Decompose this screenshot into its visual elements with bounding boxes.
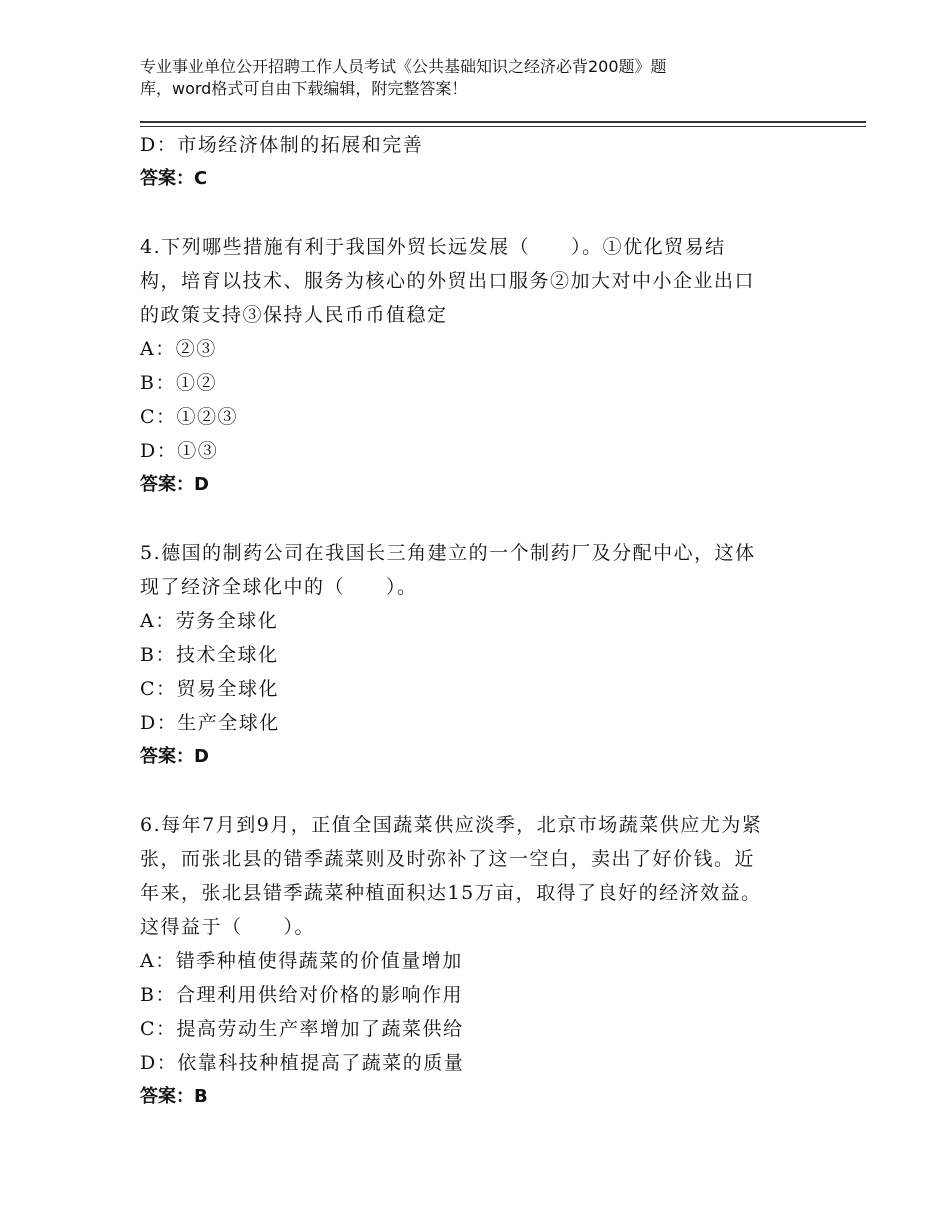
- option-a: A：劳务全球化: [140, 610, 279, 632]
- header-rule-thick: [140, 121, 866, 123]
- answer-line: [140, 1080, 820, 1114]
- option-d: D：①③: [140, 440, 219, 462]
- option-d: D：依靠科技种植提高了蔬菜的质量: [140, 1052, 465, 1074]
- answer-label: 答案：: [140, 168, 194, 189]
- answer-value: D: [194, 474, 209, 495]
- header-line-2: 库，word格式可自由下载编辑，附完整答案！: [140, 79, 468, 98]
- question-stem-line: 的政策支持③保持人民币币值稳定: [140, 304, 448, 326]
- option-b: B：合理利用供给对价格的影响作用: [140, 984, 463, 1006]
- option-b: B：①②: [140, 372, 217, 394]
- spacer: [140, 502, 820, 536]
- option-c: C：贸易全球化: [140, 678, 280, 700]
- option-b: B：技术全球化: [140, 644, 279, 666]
- question-stem-line: 4.下列哪些措施有利于我国外贸长远发展（ ）。①优化贸易结: [140, 236, 726, 258]
- spacer: [140, 774, 820, 808]
- header-line-1: 专业事业单位公开招聘工作人员考试《公共基础知识之经济必背200题》题: [140, 57, 667, 76]
- answer-label: 答案：: [140, 474, 194, 495]
- answer-value: D: [194, 746, 209, 767]
- answer-value: B: [194, 1086, 208, 1107]
- answer-line: [140, 740, 820, 774]
- question-stem-line: 这得益于（ ）。: [140, 916, 316, 938]
- question-4: [140, 230, 820, 502]
- question-stem-line: 现了经济全球化中的（ ）。: [140, 576, 418, 598]
- answer-line: [140, 468, 820, 502]
- option-c: C：提高劳动生产率增加了蔬菜供给: [140, 1018, 464, 1040]
- question-content: [140, 128, 820, 1114]
- question-stem-line: 张，而张北县的错季蔬菜则及时弥补了这一空白，卖出了好价钱。近: [140, 848, 756, 870]
- question-6: [140, 808, 820, 1114]
- answer-line: [140, 162, 820, 196]
- header-rule-thin: [140, 126, 866, 127]
- question-stem-line: 构，培育以技术、服务为核心的外贸出口服务②加大对中小企业出口: [140, 270, 756, 292]
- question-stem-line: 6.每年7月到9月，正值全国蔬菜供应淡季，北京市场蔬菜供应尤为紧: [140, 814, 763, 836]
- answer-label: 答案：: [140, 746, 194, 767]
- option-a: A：错季种植使得蔬菜的价值量增加: [140, 950, 463, 972]
- question-5: [140, 536, 820, 774]
- document-header: [140, 56, 780, 100]
- answer-value: C: [194, 168, 208, 189]
- question-stem-line: 年来，张北县错季蔬菜种植面积达15万亩，取得了良好的经济效益。: [140, 882, 762, 904]
- answer-label: 答案：: [140, 1086, 194, 1107]
- option-c: C：①②③: [140, 406, 239, 428]
- option-a: A：②③: [140, 338, 217, 360]
- option-d: D：市场经济体制的拓展和完善: [140, 134, 424, 156]
- option-d: D：生产全球化: [140, 712, 280, 734]
- question-stem-line: 5.德国的制药公司在我国长三角建立的一个制药厂及分配中心，这体: [140, 542, 756, 564]
- spacer: [140, 196, 820, 230]
